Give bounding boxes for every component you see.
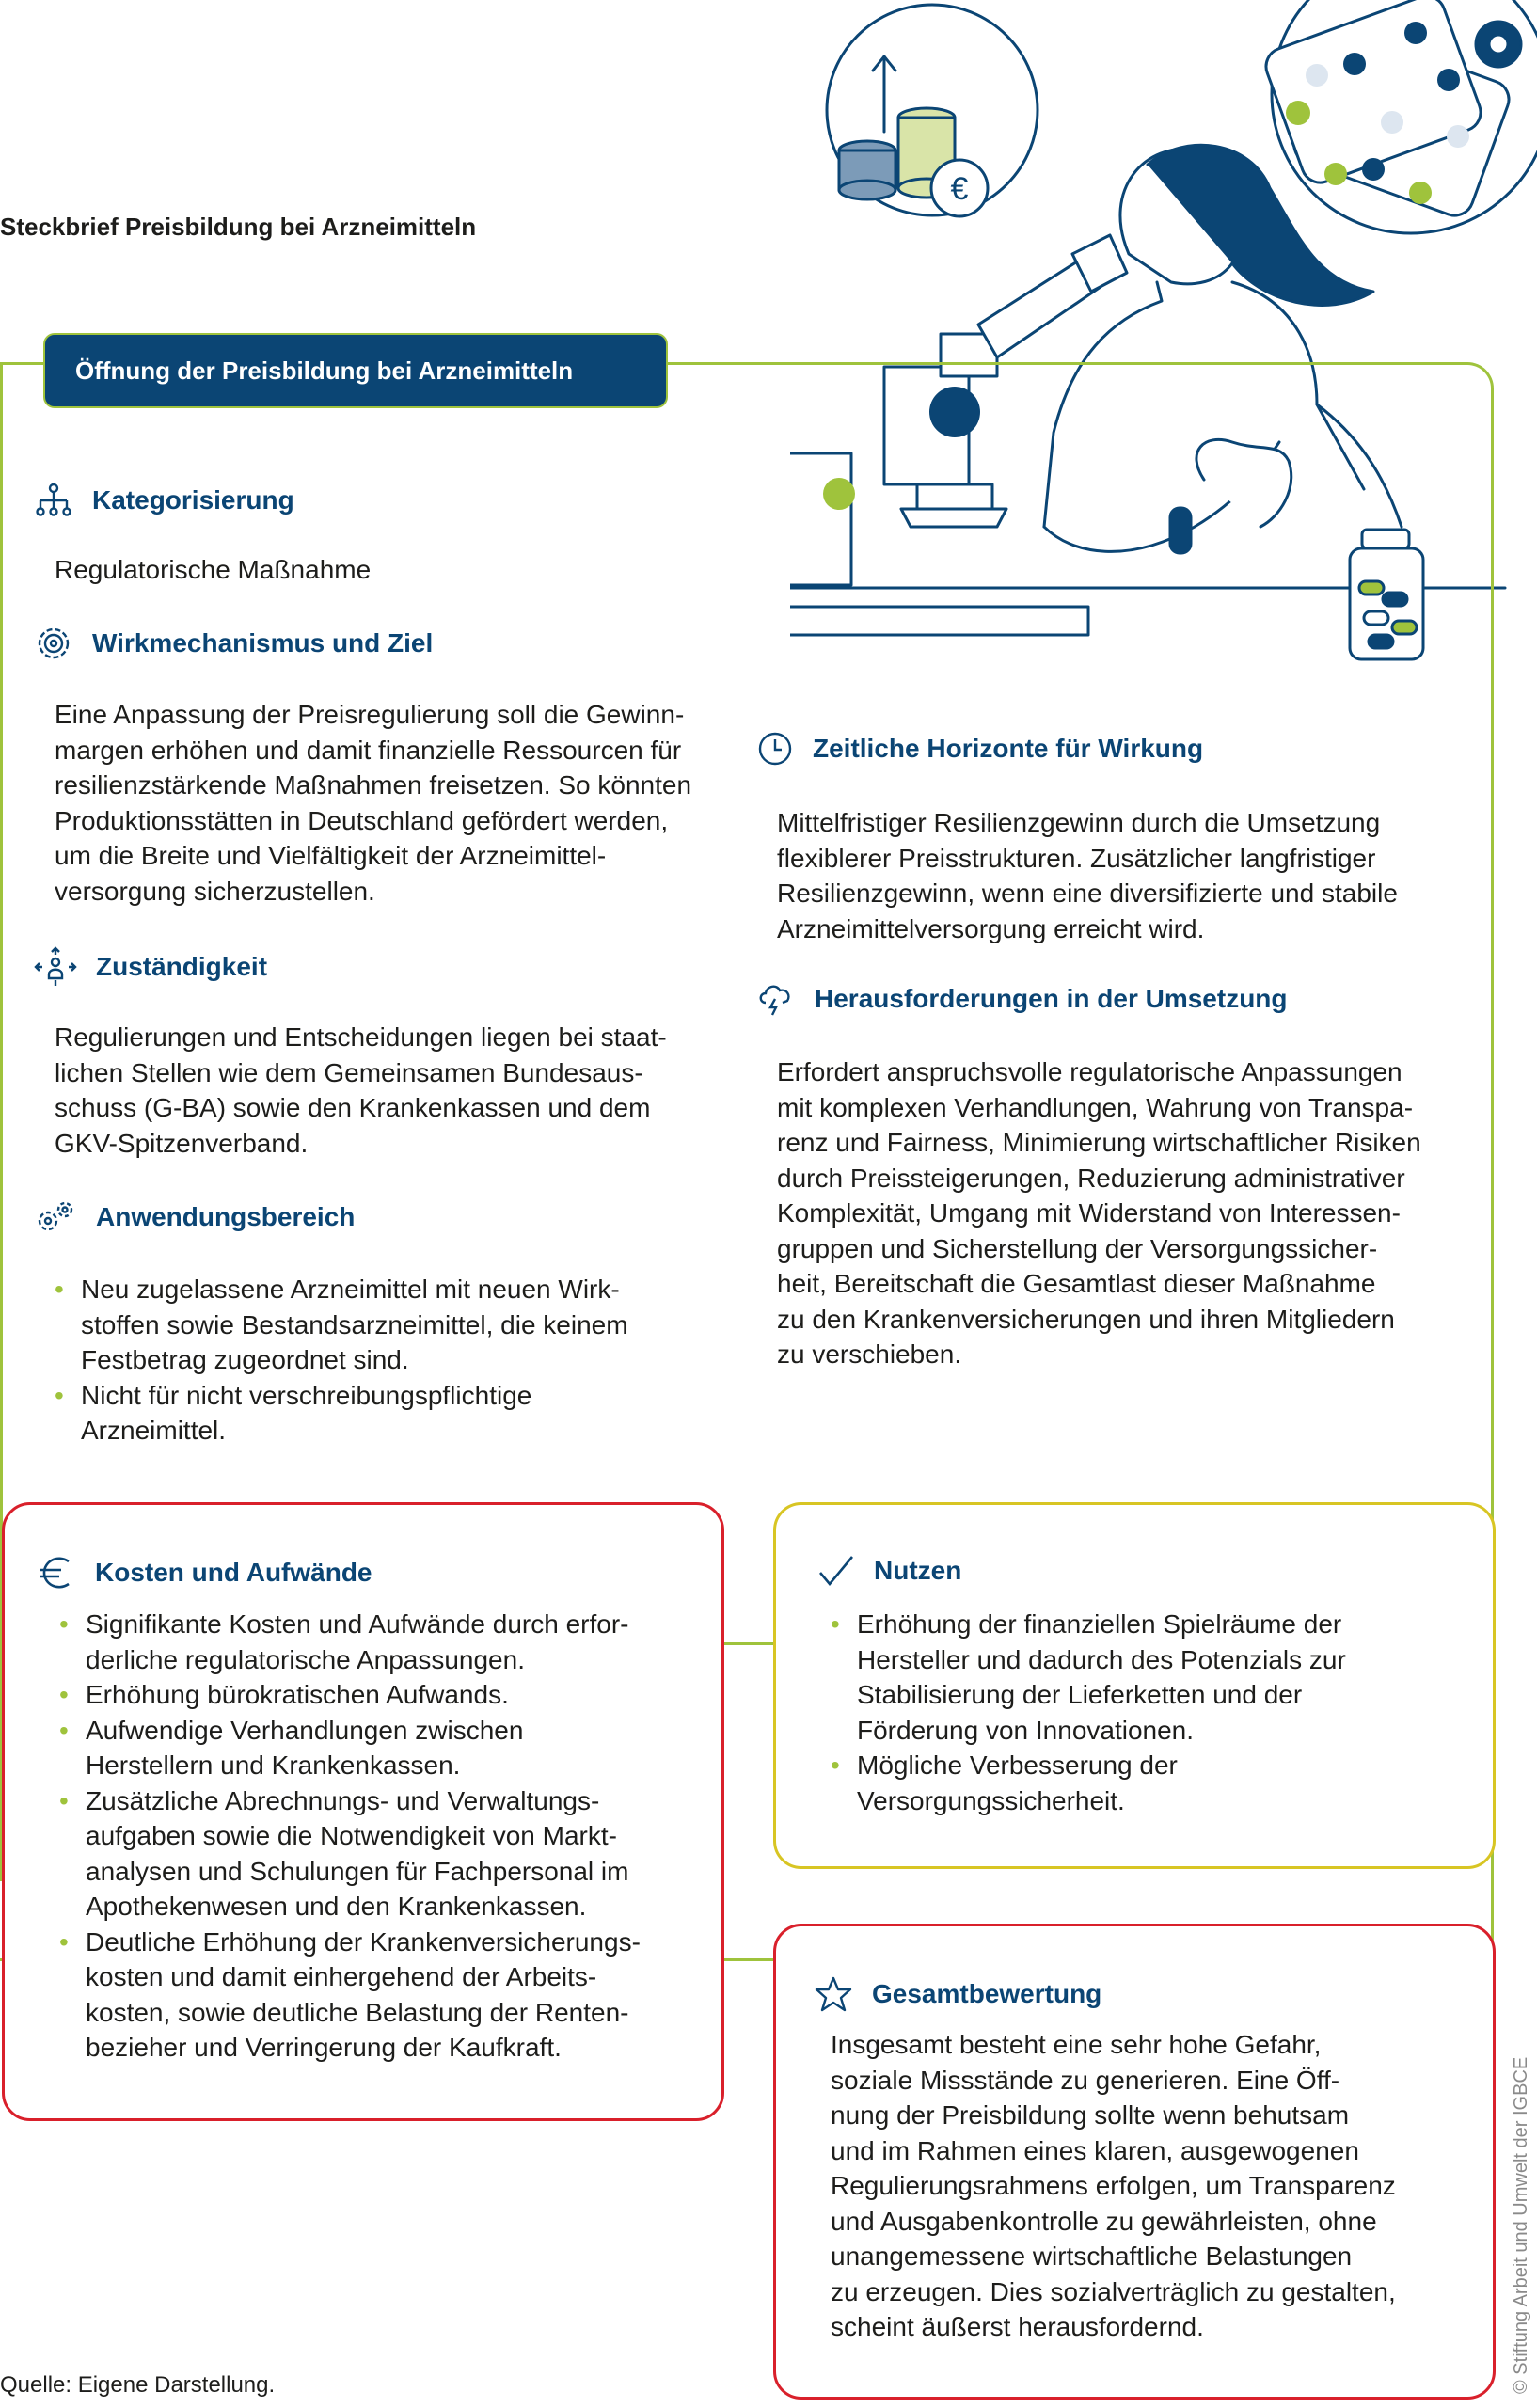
clock-icon: [756, 730, 794, 768]
text-line: zu verschieben.: [777, 1339, 962, 1369]
text-line: bezieher und Verringerung der Kaufkraft.: [86, 2033, 562, 2062]
text-line: GKV-Spitzenverband.: [55, 1128, 309, 1158]
list-item: [55, 1378, 628, 1449]
text-line: stoffen sowie Bestandsarzneimittel, die keinem: [81, 1309, 628, 1339]
text-line: gruppen und Sicherstellung der Versorgungssicher-: [777, 1233, 1378, 1263]
text-line: zu den Krankenversicherungen und ihren Mitgliedern: [777, 1304, 1395, 1334]
text-line: kosten, sowie deutliche Belastung der Renten-: [86, 1997, 629, 2027]
kategorisierung-text: [55, 552, 371, 588]
herausforderungen-heading: Herausforderungen in der Umsetzung: [815, 984, 1288, 1013]
list-item: [831, 1748, 1346, 1818]
text-line: Insgesamt besteht eine sehr hohe Gefahr,: [831, 2030, 1322, 2059]
text-line: • Erhöhung bürokratischen Aufwands.: [86, 1680, 509, 1709]
text-line: • Erhöhung der finanziellen Spielräume der: [857, 1609, 1342, 1639]
text-line: Mittelfristiger Resilienzgewinn durch die Umsetzung: [777, 808, 1381, 837]
text-line: • Aufwendige Verhandlungen zwischen: [86, 1715, 524, 1745]
herausforderungen-text: [777, 1054, 1421, 1372]
text-line: derliche regulatorische Anpassungen.: [86, 1644, 525, 1674]
copyright-credit: © Stiftung Arbeit und Umwelt der IGBCE: [1511, 2056, 1531, 2394]
text-line: flexiblerer Preisstrukturen. Zusätzlicher langfristiger: [777, 843, 1376, 873]
svg-text:€: €: [950, 171, 969, 207]
text-line: Arzneimittel.: [81, 1416, 227, 1445]
text-line: • Deutliche Erhöhung der Krankenversicherungs-: [86, 1926, 641, 1956]
text-line: • Nicht für nicht verschreibungspflichtige: [81, 1380, 532, 1410]
section-anwendungsbereich: [34, 1198, 355, 1236]
list-item: [59, 1607, 641, 1677]
text-line: scheint äußerst herausfordernd.: [831, 2312, 1204, 2341]
gesamtbewertung-box: [773, 1924, 1496, 2400]
text-line: margen erhöhen und damit finanzielle Ressourcen für: [55, 735, 682, 765]
text-line: aufgaben sowie die Notwendigkeit von Markt-: [86, 1821, 617, 1850]
text-line: und im Rahmen eines klaren, ausgewogenen: [831, 2135, 1359, 2165]
storm-cloud-icon: [756, 980, 796, 1018]
section-herausforderungen: [756, 980, 1288, 1018]
zeitliche-heading: Zeitliche Horizonte für Wirkung: [813, 734, 1204, 763]
section-wirkmechanismus: [34, 625, 433, 662]
text-line: renz und Fairness, Minimierung wirtschaftlicher Risiken: [777, 1128, 1421, 1157]
text-line: analysen und Schulungen für Fachpersonal im: [86, 1856, 629, 1886]
text-line: Eine Anpassung der Preisregulierung soll die Gewinn-: [55, 700, 685, 729]
text-line: heit, Bereitschaft die Gesamtlast dieser Maßnahme: [777, 1269, 1376, 1298]
text-line: Produktionsstätten in Deutschland gefördert werden,: [55, 805, 669, 835]
text-line: resilienzstärkende Maßnahmen freisetzen. So könnten: [55, 770, 692, 800]
list-item: [59, 1713, 641, 1783]
gears-icon: [34, 1198, 77, 1236]
text-line: • Mögliche Verbesserung der: [857, 1751, 1178, 1780]
gesamtbewertung-heading: Gesamtbewertung: [872, 1979, 1102, 2008]
text-line: und Ausgabenkontrolle zu gewährleisten, ohne: [831, 2206, 1377, 2236]
euro-icon: [39, 1554, 76, 1592]
text-line: nung der Preisbildung sollte wenn behutsam: [831, 2100, 1350, 2130]
list-item: [55, 1272, 628, 1378]
box-title: [43, 333, 668, 408]
text-line: versorgung sicherzustellen.: [55, 876, 375, 906]
text-line: Regulatorische Maßnahme: [55, 555, 372, 584]
kategorisierung-heading: Kategorisierung: [92, 485, 294, 515]
text-line: schuss (G-BA) sowie den Krankenkassen und dem: [55, 1093, 651, 1122]
text-line: mit komplexen Verhandlungen, Wahrung von Transpa-: [777, 1092, 1414, 1122]
wirkmechanismus-heading: Wirkmechanismus und Ziel: [92, 628, 434, 657]
text-line: Erfordert anspruchsvolle regulatorische Anpassungen: [777, 1057, 1402, 1086]
text-line: um die Breite und Vielfältigkeit der Arzneimittel-: [55, 841, 607, 870]
nutzen-list: [831, 1607, 1346, 1818]
text-line: Regulierungen und Entscheidungen liegen bei staat-: [55, 1022, 667, 1052]
person-arrows-icon: [34, 946, 77, 988]
section-kategorisierung: [34, 482, 294, 519]
list-item: [59, 1677, 641, 1713]
text-line: • Zusätzliche Abrechnungs- und Verwaltungs-: [86, 1785, 600, 1815]
kosten-heading: Kosten und Aufwände: [95, 1558, 372, 1587]
box-title-text: Öffnung der Preisbildung bei Arzneimitteln: [75, 356, 574, 385]
kosten-box: [2, 1502, 724, 2121]
text-line: Resilienzgewinn, wenn eine diversifizierte und stabile: [777, 879, 1398, 908]
section-zeitliche: [756, 730, 1203, 768]
source-note: Quelle: Eigene Darstellung.: [0, 2372, 276, 2398]
section-gesamtbewertung: [814, 1975, 1101, 2013]
zustaendigkeit-text: [55, 1020, 667, 1161]
connector-line: [722, 1642, 775, 1645]
section-zustaendigkeit: [34, 946, 267, 988]
target-gear-icon: [34, 625, 73, 662]
wirkmechanismus-text: [55, 697, 691, 909]
text-line: lichen Stellen wie dem Gemeinsamen Bundesaus-: [55, 1057, 643, 1087]
text-line: Apothekenwesen und den Krankenkassen.: [86, 1892, 587, 1921]
text-line: Versorgungssicherheit.: [857, 1785, 1125, 1815]
text-line: unangemessene wirtschaftliche Belastungen: [831, 2242, 1353, 2271]
text-line: Stabilisierung der Lieferketten und der: [857, 1680, 1303, 1709]
text-line: Festbetrag zugeordnet sind.: [81, 1345, 409, 1374]
text-line: kosten und damit einhergehend der Arbeits-: [86, 1962, 597, 1991]
nutzen-box: [773, 1502, 1496, 1869]
list-item: [59, 1783, 641, 1925]
kosten-list: [59, 1607, 641, 2066]
list-item: [831, 1607, 1346, 1748]
hierarchy-icon: [34, 482, 73, 519]
text-line: durch Preissteigerungen, Reduzierung administrativer: [777, 1163, 1405, 1193]
section-nutzen: [817, 1554, 961, 1588]
gesamtbewertung-text: [831, 2027, 1396, 2345]
text-line: Arzneimittelversorgung erreicht wird.: [777, 913, 1205, 943]
zustaendigkeit-heading: Zuständigkeit: [96, 952, 268, 981]
text-line: zu erzeugen. Dies sozialverträglich zu gestalten,: [831, 2276, 1396, 2306]
section-kosten: [39, 1554, 372, 1592]
star-icon: [814, 1975, 853, 2013]
text-line: Herstellern und Krankenkassen.: [86, 1751, 461, 1780]
zeitliche-text: [777, 805, 1398, 946]
checkmark-icon: [817, 1554, 855, 1588]
nutzen-heading: Nutzen: [874, 1556, 962, 1585]
anwendungsbereich-heading: Anwendungsbereich: [96, 1202, 356, 1231]
page-title: Steckbrief Preisbildung bei Arzneimitteln: [0, 213, 477, 241]
list-item: [59, 1925, 641, 2066]
text-line: Regulierungsrahmens erfolgen, um Transparenz: [831, 2171, 1396, 2200]
text-line: soziale Missstände zu generieren. Eine Öff-: [831, 2065, 1340, 2095]
anwendungsbereich-list: [55, 1272, 628, 1449]
text-line: Komplexität, Umgang mit Widerstand von Interessen-: [777, 1198, 1401, 1228]
text-line: • Signifikante Kosten und Aufwände durch erfor-: [86, 1609, 629, 1639]
text-line: • Neu zugelassene Arzneimittel mit neuen Wirk-: [81, 1275, 620, 1304]
text-line: Förderung von Innovationen.: [857, 1715, 1195, 1745]
text-line: Hersteller und dadurch des Potenzials zur: [857, 1644, 1346, 1674]
